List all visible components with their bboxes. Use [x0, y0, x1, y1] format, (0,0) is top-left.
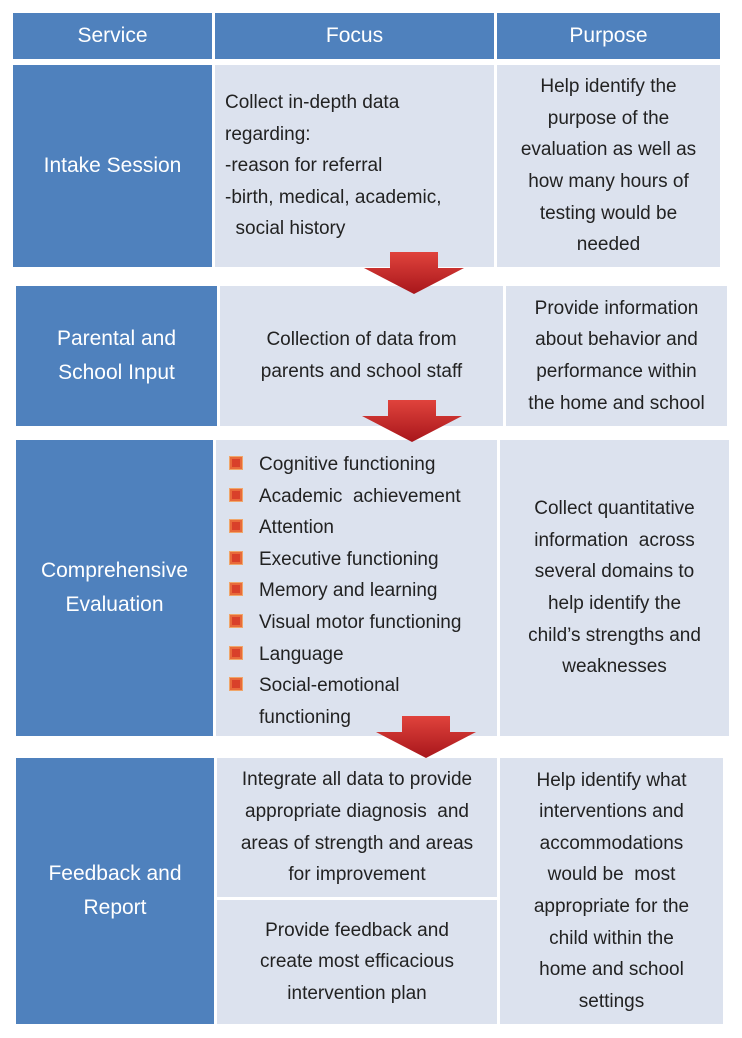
- bullet-icon: [229, 456, 243, 470]
- purpose-line: accommodations: [539, 832, 684, 854]
- purpose-feedback-report: [500, 758, 723, 1024]
- bullet-icon: [229, 519, 243, 533]
- focus-feedback-integrate: [217, 758, 497, 897]
- purpose-line: about behavior and: [535, 329, 698, 351]
- focus-line: Provide feedback and: [265, 919, 449, 941]
- header-focus: Focus: [215, 13, 494, 59]
- list-item-label: Executive functioning: [259, 548, 439, 570]
- list-item: [229, 512, 461, 544]
- list-item: [229, 449, 461, 481]
- purpose-line: settings: [578, 990, 645, 1012]
- focus-feedback-plan: [217, 900, 497, 1024]
- bullet-icon: [229, 646, 243, 660]
- purpose-line: Help identify the: [540, 76, 677, 98]
- focus-line: -birth, medical, academic,: [225, 186, 442, 208]
- down-arrow-icon: [364, 252, 464, 294]
- focus-line: social history: [225, 218, 346, 240]
- focus-line: Collection of data from: [266, 329, 457, 351]
- list-item: [229, 544, 461, 576]
- list-item-label: Language: [259, 643, 344, 665]
- focus-feedback-b-lines: [260, 915, 454, 1010]
- focus-intake-lines: [225, 87, 441, 245]
- service-line: Comprehensive: [40, 559, 189, 582]
- evaluation-domain-list: [229, 449, 461, 733]
- bullet-icon: [229, 614, 243, 628]
- list-item-label: Visual motor functioning: [259, 611, 462, 633]
- purpose-line: information across: [534, 529, 695, 551]
- bullet-icon: [229, 677, 243, 691]
- service-line: Evaluation: [65, 593, 164, 616]
- focus-parental-lines: [261, 324, 462, 387]
- list-item: [229, 481, 461, 513]
- purpose-line: would be most: [547, 864, 676, 886]
- list-item-label: Cognitive functioning: [259, 454, 436, 475]
- down-arrow-icon: [362, 398, 462, 444]
- purpose-comprehensive-lines: [528, 493, 701, 683]
- purpose-line: how many hours of: [528, 171, 689, 192]
- bullet-icon: [229, 551, 243, 565]
- focus-line: appropriate diagnosis and: [245, 800, 469, 822]
- purpose-line: child within the: [549, 927, 674, 949]
- purpose-line: Provide information: [534, 297, 699, 319]
- purpose-line: interventions and: [539, 801, 684, 823]
- purpose-parental-lines: [528, 293, 704, 419]
- focus-intake-session: [215, 65, 494, 267]
- service-line: School Input: [58, 361, 175, 384]
- list-item: [229, 575, 461, 607]
- service-feedback-lines: [48, 857, 181, 925]
- service-intake-lines: [44, 149, 182, 183]
- purpose-intake-session: [497, 65, 720, 267]
- bullet-icon: [229, 582, 243, 596]
- bullet-icon: [229, 488, 243, 502]
- purpose-line: Help identify what: [536, 769, 687, 791]
- header-service: Service: [13, 13, 212, 59]
- purpose-line: the home and school: [528, 392, 705, 414]
- purpose-intake-lines: [521, 71, 696, 261]
- purpose-line: home and school: [539, 959, 684, 981]
- purpose-parental-school-input: [506, 286, 727, 426]
- purpose-line: Collect quantitative: [534, 498, 695, 520]
- list-item-label: Academic achievement: [259, 485, 461, 507]
- focus-line: parents and school staff: [260, 361, 463, 382]
- service-feedback-report: [16, 758, 214, 1024]
- purpose-line: several domains to: [534, 561, 695, 583]
- purpose-line: testing would be: [539, 202, 678, 224]
- focus-comprehensive-evaluation: [216, 440, 497, 736]
- service-line: Feedback and: [48, 862, 182, 885]
- service-line: Report: [83, 896, 147, 919]
- service-comprehensive-lines: [41, 554, 188, 622]
- purpose-line: performance within: [536, 361, 697, 382]
- focus-line: intervention plan: [287, 982, 427, 1004]
- focus-line: regarding:: [225, 123, 311, 145]
- service-comprehensive-evaluation: [16, 440, 213, 736]
- list-item-label: Attention: [259, 517, 334, 539]
- purpose-line: help identify the: [547, 593, 682, 614]
- service-parental-school-input: [16, 286, 217, 426]
- purpose-line: purpose of the: [547, 107, 670, 129]
- purpose-line: weaknesses: [562, 656, 667, 678]
- focus-line: -reason for referral: [225, 155, 383, 177]
- focus-line: areas of strength and areas: [240, 832, 474, 854]
- focus-feedback-a-lines: [241, 764, 473, 890]
- purpose-line: appropriate for the: [533, 896, 690, 917]
- list-item-label: Memory and learning: [259, 580, 438, 602]
- purpose-comprehensive-evaluation: [500, 440, 729, 736]
- down-arrow-icon: [376, 714, 476, 760]
- purpose-line: needed: [576, 234, 641, 256]
- service-intake-session: [13, 65, 212, 267]
- list-item-label: Social-emotional functioning: [259, 675, 400, 728]
- header-purpose: Purpose: [497, 13, 720, 59]
- focus-line: for improvement: [288, 864, 426, 886]
- service-line: Parental and: [56, 327, 177, 350]
- service-parental-lines: [57, 322, 176, 390]
- focus-line: Collect in-depth data: [225, 92, 400, 114]
- purpose-feedback-lines: [534, 765, 689, 1018]
- list-item: [229, 607, 461, 639]
- list-item: [229, 639, 461, 671]
- focus-line: Integrate all data to provide: [241, 769, 473, 791]
- focus-line: create most efficacious: [260, 951, 454, 973]
- purpose-line: evaluation as well as: [520, 139, 697, 161]
- service-line: Intake Session: [43, 154, 182, 177]
- purpose-line: child’s strengths and: [528, 624, 701, 646]
